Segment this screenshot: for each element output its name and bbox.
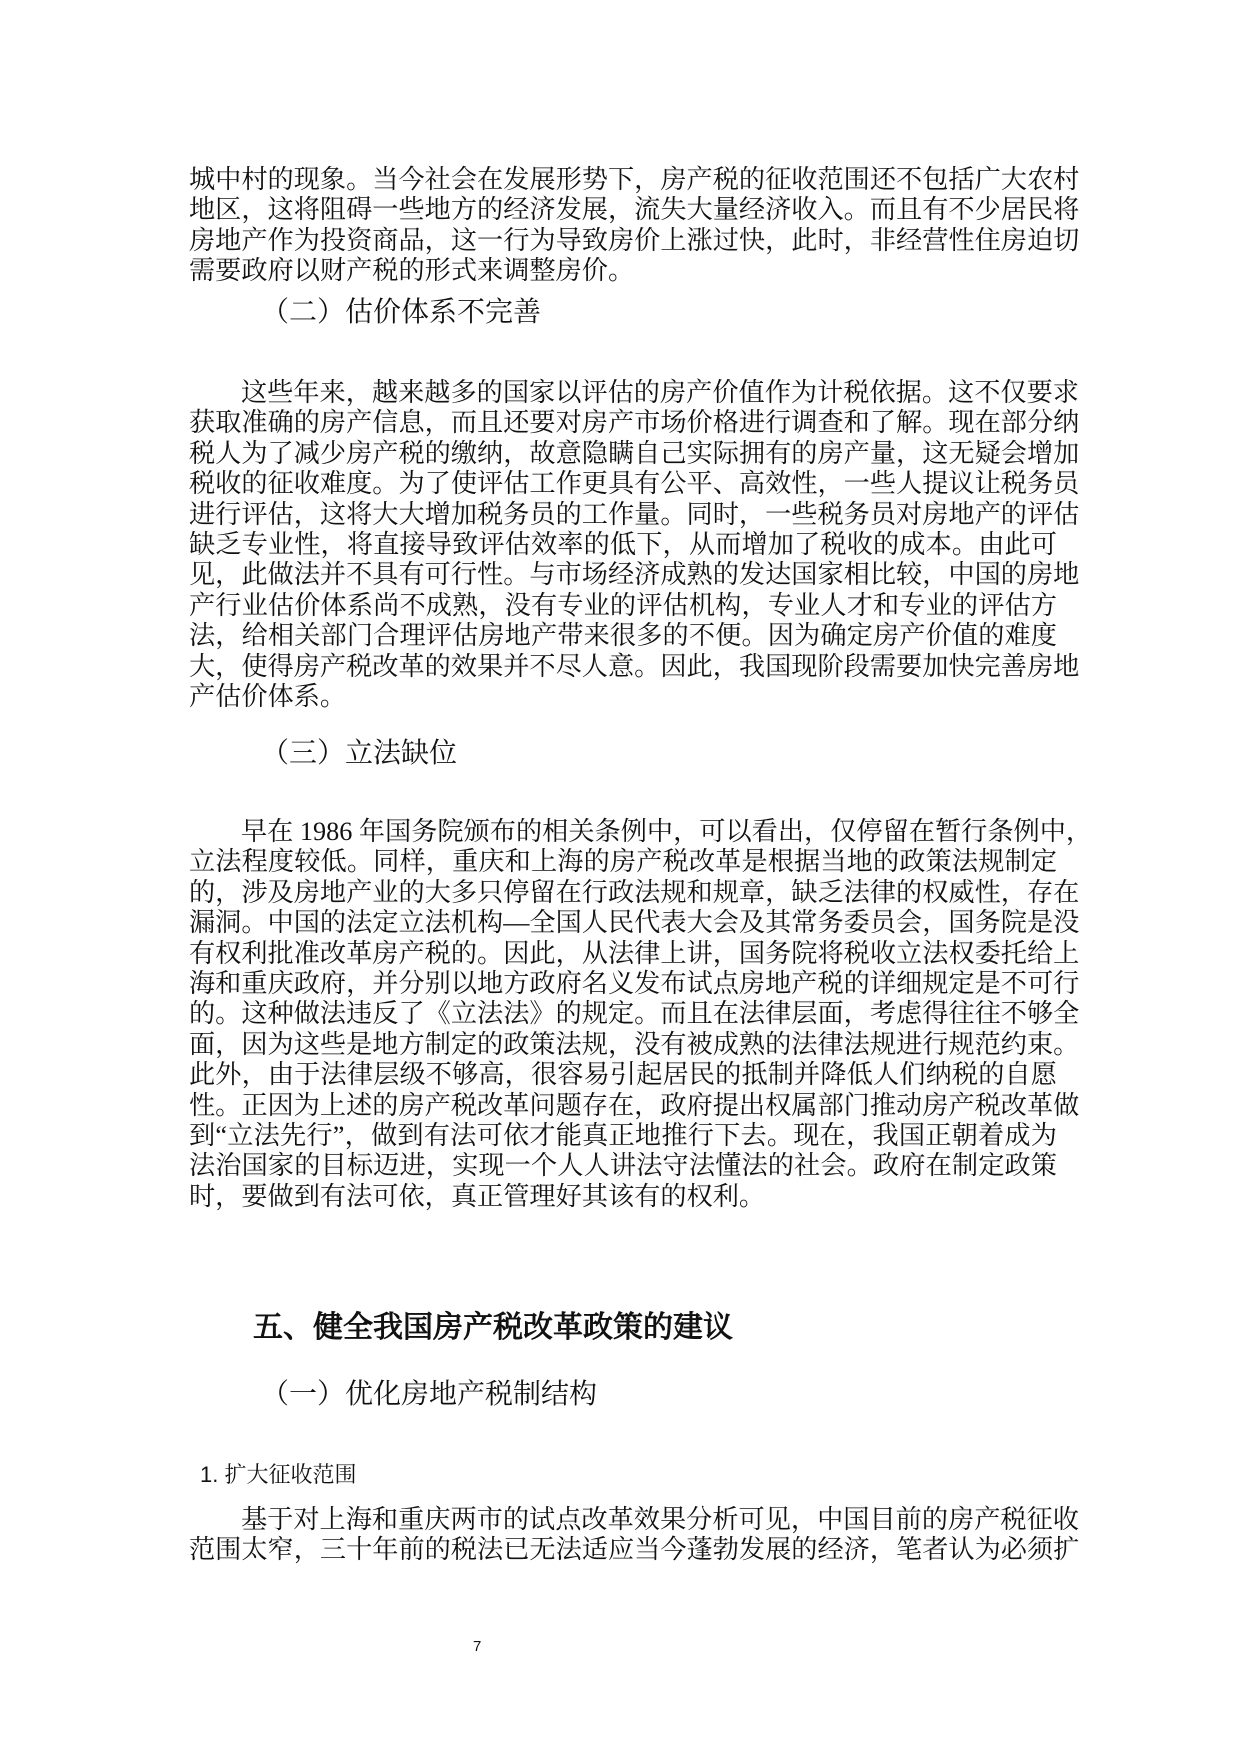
text-line: 大，使得房产税改革的效果并不尽人意。因此，我国现阶段需要加快完善房地 xyxy=(189,651,1080,681)
text-line: 产行业估价体系尚不成熟，没有专业的评估机构，专业人才和专业的评估方 xyxy=(189,590,1057,620)
section-heading-5: 五、健全我国房产税改革政策的建议 xyxy=(253,1311,733,1344)
paragraph-expand-scope xyxy=(189,1505,1080,1566)
heading-expand-scope: 1. 扩大征收范围 xyxy=(200,1462,357,1487)
text-line: 有权利批准改革房产税的。因此，从法律上讲，国务院将税收立法权委托给上 xyxy=(189,938,1080,968)
text-line: 进行评估，这将大大增加税务员的工作量。同时，一些税务员对房地产的评估 xyxy=(189,499,1080,529)
text-line: 法治国家的目标迈进，实现一个人人讲法守法懂法的社会。政府在制定政策 xyxy=(189,1151,1057,1181)
text-line: 范围太窄，三十年前的税法已无法适应当今蓬勃发展的经济，笔者认为必须扩 xyxy=(189,1535,1080,1565)
text-line: 漏洞。中国的法定立法机构—全国人民代表大会及其常务委员会，国务院是没 xyxy=(189,908,1080,938)
text-line: 法，给相关部门合理评估房地产带来很多的不便。因为确定房产价值的难度 xyxy=(189,621,1057,651)
text-line: 税人为了减少房产税的缴纳，故意隐瞒自己实际拥有的房产量，这无疑会增加 xyxy=(189,438,1080,468)
text-line: 见，此做法并不具有可行性。与市场经济成熟的发达国家相比较，中国的房地 xyxy=(189,560,1080,590)
text-line: 时，要做到有法可依，真正管理好其该有的权利。 xyxy=(189,1181,766,1211)
text-line: 到“立法先行”，做到有法可依才能真正地推行下去。现在，我国正朝着成为 xyxy=(189,1120,1057,1150)
text-line: 此外，由于法律层级不够高，很容易引起居民的抵制并降低人们纳税的自愿 xyxy=(189,1060,1057,1090)
paragraph-legislation-gap xyxy=(189,817,1093,1212)
text-line: 房地产作为投资商品，这一行为导致房价上涨过快，此时，非经营性住房迫切 xyxy=(189,225,1080,255)
text-line: 需要政府以财产税的形式来调整房价。 xyxy=(189,256,635,286)
text-line: 立法程度较低。同样，重庆和上海的房产税改革是根据当地的政策法规制定 xyxy=(189,847,1057,877)
text-line: 产估价体系。 xyxy=(189,681,347,711)
text-line: 地区，这将阻碍一些地方的经济发展，流失大量经济收入。而且有不少居民将 xyxy=(189,195,1080,225)
paragraph-urban-village xyxy=(189,165,1080,287)
text-line: 这些年来，越来越多的国家以评估的房产价值作为计税依据。这不仅要求 xyxy=(241,378,1079,407)
text-line: 早在 1986 年国务院颁布的相关条例中，可以看出，仅停留在暂行条例中， xyxy=(241,817,1093,846)
text-line: 基于对上海和重庆两市的试点改革效果分析可见，中国目前的房产税征收 xyxy=(241,1505,1079,1534)
text-line: 面，因为这些是地方制定的政策法规，没有被成熟的法律法规进行规范约束。 xyxy=(189,1029,1080,1059)
text-line: 的。这种做法违反了《立法法》的规定。而且在法律层面，考虑得往往不够全 xyxy=(189,999,1080,1029)
heading-legislation-gap: （三）立法缺位 xyxy=(261,737,458,768)
heading-optimize-tax-structure: （一）优化房地产税制结构 xyxy=(261,1378,598,1409)
text-line: 缺乏专业性，将直接导致评估效率的低下，从而增加了税收的成本。由此可 xyxy=(189,529,1057,559)
text-line: 的，涉及房地产业的大多只停留在行政法规和规章，缺乏法律的权威性，存在 xyxy=(189,877,1080,907)
text-line: 城中村的现象。当今社会在发展形势下，房产税的征收范围还不包括广大农村 xyxy=(189,165,1080,194)
text-line: 获取准确的房产信息，而且还要对房产市场价格进行调查和了解。现在部分纳 xyxy=(189,408,1080,438)
text-line: 海和重庆政府，并分别以地方政府名义发布试点房地产税的详细规定是不可行 xyxy=(189,968,1080,998)
text-line: 税收的征收难度。为了使评估工作更具有公平、高效性，一些人提议让税务员 xyxy=(189,469,1080,499)
paragraph-valuation-system xyxy=(189,378,1080,712)
page-number: 7 xyxy=(473,1638,482,1655)
text-line: 性。正因为上述的房产税改革问题存在，政府提出权属部门推动房产税改革做 xyxy=(189,1090,1080,1120)
heading-valuation-system: （二）估价体系不完善 xyxy=(261,296,542,327)
